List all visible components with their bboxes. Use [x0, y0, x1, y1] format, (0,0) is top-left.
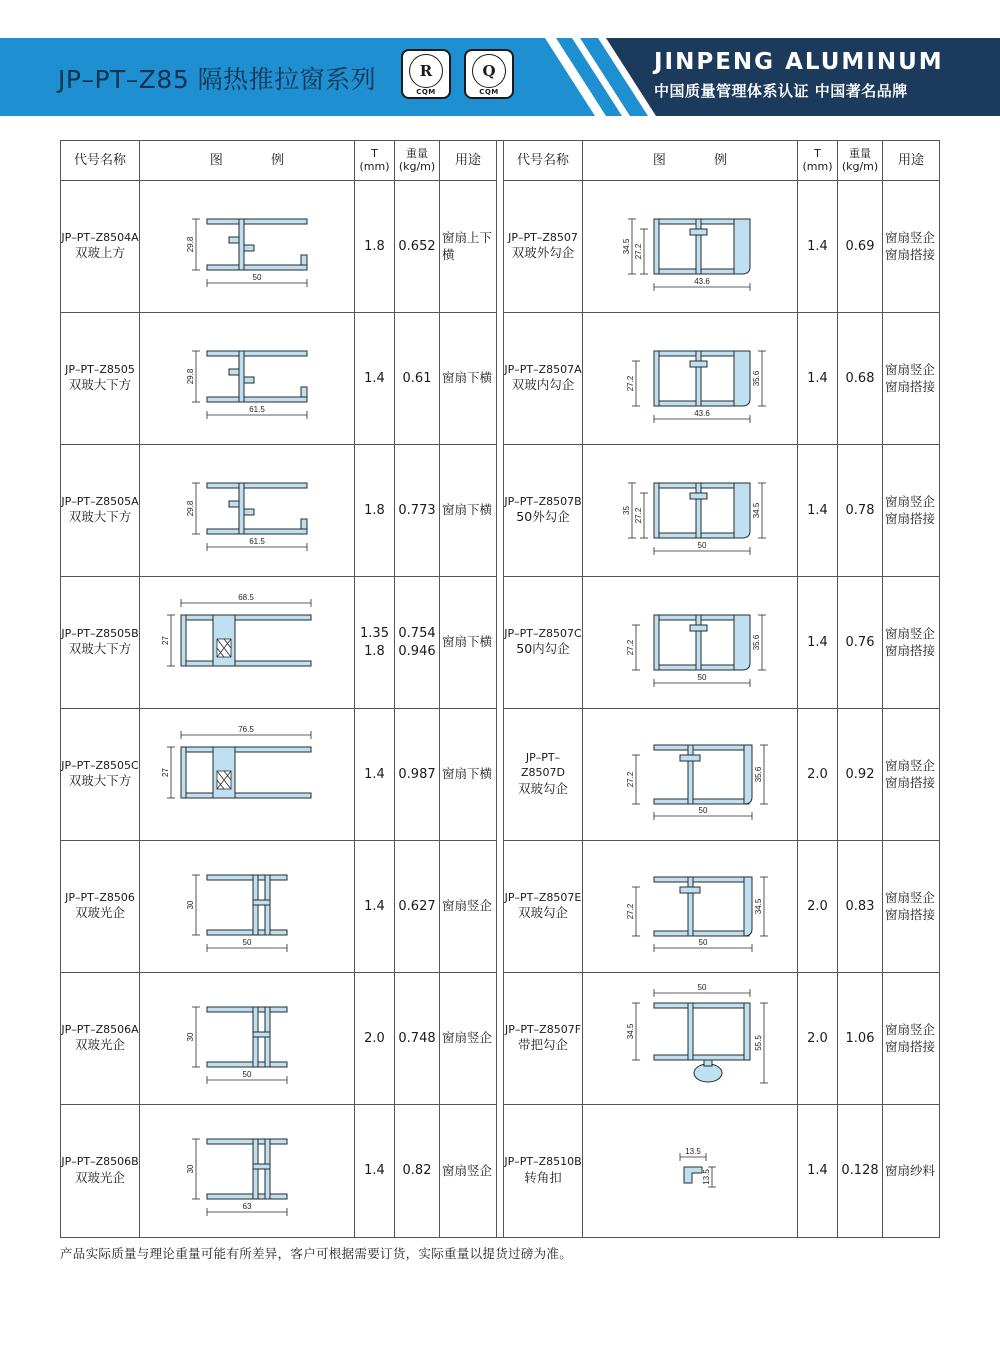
header-weight-unit: (kg/m) — [841, 159, 879, 173]
thickness-cell — [355, 1105, 395, 1237]
table-row — [61, 445, 496, 577]
thickness-value: 2.0 — [364, 1030, 385, 1046]
usage-text: 窗扇下横 — [442, 502, 493, 518]
table-row — [504, 577, 939, 709]
product-code-cell — [504, 313, 583, 444]
profile-catalog-table — [60, 140, 940, 1238]
weight-cell — [395, 181, 440, 312]
weight-value: 0.128 — [841, 1163, 879, 1179]
profile-figure-cell — [140, 973, 355, 1104]
dimension-label: 35.6 — [753, 766, 763, 782]
header-thickness-unit: (mm) — [802, 159, 833, 173]
thickness-cell — [355, 445, 395, 576]
product-name: 双玻光企 — [74, 905, 125, 921]
header-figure: 图 例 — [583, 141, 798, 180]
catalog-column-left — [61, 141, 496, 1237]
thickness-cell — [798, 577, 838, 708]
dimension-label: 34.5 — [753, 898, 763, 914]
header-usage: 用途 — [897, 152, 924, 168]
dimension-label: 30 — [185, 900, 195, 909]
dimension-label: 50 — [252, 272, 261, 282]
dimension-label: 30 — [185, 1164, 195, 1174]
product-code: JP–PT–Z8505A — [61, 494, 139, 508]
product-code: JP–PT–Z8507B — [504, 494, 582, 508]
weight-cell — [395, 313, 440, 444]
usage-text: 窗扇竖企 — [442, 898, 493, 914]
product-code-cell — [61, 709, 140, 840]
thickness-cell — [355, 313, 395, 444]
product-name: 双玻上方 — [74, 245, 125, 261]
header-usage: 用途 — [454, 152, 481, 168]
product-name: 50外勾企 — [516, 509, 570, 525]
dimension-label: 27.2 — [625, 771, 635, 787]
dimension-label: 76.5 — [237, 724, 254, 734]
profile-drawing — [141, 449, 354, 573]
profile-figure-cell — [140, 577, 355, 708]
weight-cell — [395, 709, 440, 840]
series-title: JP–PT–Z85 隔热推拉窗系列 — [58, 65, 377, 94]
product-name: 双玻大下方 — [68, 641, 132, 657]
weight-value: 0.987 — [398, 766, 436, 782]
dimension-label: 27.2 — [625, 903, 635, 919]
thickness-cell — [798, 445, 838, 576]
catalog-column-right — [504, 141, 939, 1237]
dimension-label: 55.5 — [753, 1034, 763, 1051]
product-code: JP–PT–Z8507 — [508, 230, 578, 244]
product-code-cell — [61, 1105, 140, 1237]
cqm-r-seal — [401, 49, 451, 99]
dimension-label: 63 — [242, 1202, 251, 1211]
thickness-value: 1.4 — [807, 238, 828, 254]
weight-value: 0.68 — [845, 370, 875, 386]
thickness-value: 2.0 — [807, 1030, 828, 1046]
table-row — [61, 1105, 496, 1237]
weight-cell — [838, 709, 883, 840]
product-code-cell — [61, 313, 140, 444]
product-code-cell — [61, 841, 140, 972]
weight-value: 0.92 — [845, 766, 875, 782]
thickness-cell — [355, 709, 395, 840]
thickness-value: 1.4 — [807, 502, 828, 518]
header-thickness-unit: (mm) — [359, 159, 390, 173]
product-name: 双玻大下方 — [68, 377, 132, 393]
weight-cell — [838, 841, 883, 972]
profile-figure-cell — [583, 709, 798, 840]
header-code-name: 代号名称 — [504, 141, 583, 180]
cqm-q-seal — [464, 49, 514, 99]
table-row — [61, 181, 496, 313]
weight-value: 0.82 — [402, 1163, 432, 1179]
weight-value: 0.754 — [398, 625, 436, 641]
profile-figure-cell — [140, 709, 355, 840]
product-code-cell — [504, 445, 583, 576]
table-row — [504, 709, 939, 841]
thickness-value: 1.4 — [807, 370, 828, 386]
usage-text: 窗扇竖企窗扇搭接 — [885, 757, 936, 790]
header-weight-label: 重量 — [405, 146, 428, 160]
profile-drawing — [141, 317, 354, 441]
profile-drawing — [141, 185, 354, 309]
product-code-cell — [504, 181, 583, 312]
dimension-label: 27 — [160, 635, 170, 645]
dimension-label: 27.2 — [633, 243, 643, 259]
profile-figure-cell — [140, 313, 355, 444]
thickness-cell — [355, 841, 395, 972]
product-code-cell — [504, 841, 583, 972]
usage-text: 窗扇竖企 — [442, 1162, 493, 1178]
product-code: JP–PT–Z8505 — [65, 362, 135, 376]
product-name: 双玻光企 — [74, 1169, 125, 1185]
product-code: JP–PT–Z8505C — [61, 758, 139, 772]
weight-cell — [838, 313, 883, 444]
profile-drawing — [584, 185, 797, 309]
thickness-cell — [798, 841, 838, 972]
profile-figure-cell — [583, 313, 798, 444]
product-name: 转角扣 — [524, 1169, 562, 1185]
dimension-label: 34.5 — [625, 1023, 635, 1039]
thickness-value: 2.0 — [807, 898, 828, 914]
usage-text: 窗扇上下横 — [442, 229, 493, 262]
thickness-value: 1.4 — [364, 1163, 385, 1179]
weight-value: 0.69 — [845, 238, 875, 254]
dimension-label: 35.6 — [751, 370, 761, 386]
table-row — [504, 841, 939, 973]
header-weight-unit: (kg/m) — [398, 159, 436, 173]
profile-figure-cell — [583, 841, 798, 972]
profile-drawing — [141, 845, 354, 969]
table-row — [504, 313, 939, 445]
product-code-cell — [61, 577, 140, 708]
weight-cell — [838, 577, 883, 708]
profile-drawing — [584, 449, 797, 573]
dimension-label: 35.6 — [751, 634, 761, 650]
product-name: 双玻大下方 — [68, 509, 132, 525]
weight-value: 0.61 — [402, 370, 432, 386]
thickness-value: 1.35 — [360, 625, 389, 641]
header-weight — [838, 141, 883, 180]
dimension-label: 27.2 — [625, 375, 635, 391]
usage-text: 窗扇下横 — [442, 766, 493, 782]
dimension-label: 27.2 — [625, 639, 635, 655]
thickness-cell — [798, 709, 838, 840]
header-thickness-symbol: T — [371, 146, 378, 160]
dimension-label: 50 — [697, 982, 706, 992]
table-row — [504, 1105, 939, 1237]
product-code: JP–PT–Z8506 — [65, 890, 135, 904]
table-row — [61, 577, 496, 709]
table-row — [61, 841, 496, 973]
product-code-cell — [61, 181, 140, 312]
weight-value: 0.946 — [398, 643, 436, 659]
seal-q-label: CQM — [479, 88, 499, 96]
weight-cell — [395, 841, 440, 972]
product-code: JP–PT–Z8506A — [61, 1022, 139, 1036]
thickness-cell — [798, 181, 838, 312]
product-code-cell — [504, 709, 583, 840]
usage-text: 窗扇竖企窗扇搭接 — [885, 493, 936, 526]
profile-drawing — [141, 713, 354, 837]
dimension-label: 50 — [242, 1069, 251, 1079]
table-row — [61, 313, 496, 445]
usage-text: 窗扇竖企窗扇搭接 — [885, 625, 936, 658]
dimension-label: 50 — [242, 937, 251, 947]
profile-figure-cell — [140, 181, 355, 312]
product-code-cell — [61, 445, 140, 576]
header-weight — [395, 141, 440, 180]
product-name: 双玻勾企 — [517, 780, 568, 796]
weight-value: 0.627 — [398, 898, 436, 914]
dimension-label: 43.6 — [693, 408, 710, 418]
profile-figure-cell — [583, 1105, 798, 1237]
table-row — [504, 445, 939, 577]
thickness-value: 1.4 — [364, 766, 385, 782]
header-weight-label: 重量 — [848, 146, 871, 160]
profile-drawing — [584, 713, 797, 837]
thickness-value: 2.0 — [807, 766, 828, 782]
thickness-cell — [355, 181, 395, 312]
seal-r-label: CQM — [416, 88, 436, 96]
product-code: JP–PT–Z8507E — [504, 890, 582, 904]
product-code: JP–PT–Z8506B — [61, 1155, 139, 1169]
profile-figure-cell — [140, 841, 355, 972]
product-code: JP–PT–Z8507C — [504, 626, 582, 640]
header-figure: 图 例 — [140, 141, 355, 180]
header-thickness-symbol: T — [814, 146, 821, 160]
product-name: 带把勾企 — [517, 1037, 568, 1053]
product-code: JP–PT–Z8505B — [61, 626, 139, 640]
table-header — [61, 141, 496, 181]
profile-figure-cell — [140, 445, 355, 576]
thickness-value: 1.4 — [807, 1163, 828, 1179]
profile-figure-cell — [583, 577, 798, 708]
product-name: 双玻大下方 — [68, 773, 132, 789]
profile-figure-cell — [583, 445, 798, 576]
thickness-value: 1.8 — [364, 643, 385, 659]
dimension-label: 34.5 — [751, 502, 761, 518]
usage-text: 窗扇竖企窗扇搭接 — [885, 229, 936, 262]
product-code-cell — [61, 973, 140, 1104]
product-name: 50内勾企 — [516, 641, 570, 657]
dimension-label: 13.5 — [701, 1169, 711, 1185]
weight-cell — [395, 445, 440, 576]
dimension-label: 30 — [185, 1032, 195, 1041]
dimension-label: 27 — [160, 767, 170, 777]
table-row — [61, 973, 496, 1105]
profile-figure-cell — [583, 973, 798, 1104]
dimension-label: 61.5 — [248, 536, 265, 546]
weight-disclaimer: 产品实际质量与理论重量可能有所差异，客户可根据需要订货，实际重量以提货过磅为准。 — [60, 1246, 573, 1261]
thickness-value: 1.4 — [364, 370, 385, 386]
weight-cell — [395, 1105, 440, 1237]
dimension-label: 43.6 — [693, 276, 710, 286]
dimension-label: 35 — [621, 505, 631, 515]
profile-drawing — [141, 581, 354, 705]
usage-text: 窗扇竖企窗扇搭接 — [885, 361, 936, 394]
table-row — [61, 709, 496, 841]
thickness-value: 1.4 — [364, 898, 385, 914]
brand-slogan-chinese: 中国质量管理体系认证 中国著名品牌 — [654, 82, 908, 100]
weight-value: 0.76 — [845, 634, 875, 650]
product-code: JP–PT–Z8510B — [504, 1155, 582, 1169]
dimension-label: 29.8 — [185, 500, 195, 516]
weight-value: 0.83 — [845, 898, 875, 914]
weight-cell — [395, 973, 440, 1104]
weight-cell — [838, 973, 883, 1104]
thickness-value: 1.8 — [364, 502, 385, 518]
usage-text: 窗扇纱料 — [885, 1162, 936, 1178]
product-code: JP–PT–Z8504A — [61, 230, 139, 244]
weight-value: 0.748 — [398, 1030, 436, 1046]
dimension-label: 29.8 — [185, 236, 195, 252]
table-row — [504, 181, 939, 313]
weight-cell — [838, 181, 883, 312]
product-name: 双玻外勾企 — [511, 245, 575, 261]
usage-text: 窗扇下横 — [442, 370, 493, 386]
product-name: 双玻光企 — [74, 1037, 125, 1053]
thickness-value: 1.4 — [807, 634, 828, 650]
dimension-label: 50 — [697, 672, 706, 682]
dimension-label: 50 — [697, 540, 706, 550]
product-code: JP–PT–Z8507A — [504, 362, 582, 376]
weight-cell — [838, 445, 883, 576]
usage-text: 窗扇竖企 — [442, 1030, 493, 1046]
profile-drawing — [141, 1109, 354, 1233]
header-thickness — [355, 141, 395, 180]
thickness-cell — [355, 973, 395, 1104]
dimension-label: 27.2 — [633, 507, 643, 523]
dimension-label: 29.8 — [185, 368, 195, 384]
usage-text: 窗扇下横 — [442, 634, 493, 650]
weight-value: 0.652 — [398, 238, 436, 254]
profile-drawing — [584, 1109, 797, 1233]
profile-figure-cell — [583, 181, 798, 312]
profile-drawing — [584, 317, 797, 441]
thickness-cell — [798, 973, 838, 1104]
dimension-label: 50 — [698, 937, 707, 947]
usage-text: 窗扇竖企窗扇搭接 — [885, 889, 936, 922]
table-row — [504, 973, 939, 1105]
thickness-cell — [798, 1105, 838, 1237]
product-code: JP–PT–Z8507D — [521, 751, 565, 780]
profile-drawing — [584, 977, 797, 1101]
weight-cell — [395, 577, 440, 708]
dimension-label: 13.5 — [684, 1147, 701, 1156]
product-code: JP–PT–Z8507F — [504, 1022, 582, 1036]
product-code-cell — [504, 577, 583, 708]
thickness-cell — [355, 577, 395, 708]
seal-q-glyph: Q — [472, 54, 506, 88]
thickness-cell — [798, 313, 838, 444]
dimension-label: 61.5 — [248, 404, 265, 414]
header-code-name: 代号名称 — [61, 141, 140, 180]
seal-r-glyph: R — [409, 54, 443, 88]
dimension-label: 68.5 — [237, 592, 254, 602]
column-separator — [496, 141, 504, 1237]
product-name: 双玻内勾企 — [511, 377, 575, 393]
dimension-label: 34.5 — [621, 238, 631, 254]
profile-figure-cell — [140, 1105, 355, 1237]
thickness-value: 1.8 — [364, 238, 385, 254]
weight-value: 0.78 — [845, 502, 875, 518]
product-name: 双玻勾企 — [517, 905, 568, 921]
table-header — [504, 141, 939, 181]
dimension-label: 50 — [698, 805, 707, 815]
weight-value: 0.773 — [398, 502, 436, 518]
usage-text: 窗扇竖企窗扇搭接 — [885, 1021, 936, 1054]
profile-drawing — [584, 581, 797, 705]
header-thickness — [798, 141, 838, 180]
profile-drawing — [584, 845, 797, 969]
product-code-cell — [504, 1105, 583, 1237]
weight-cell — [838, 1105, 883, 1237]
product-code-cell — [504, 973, 583, 1104]
weight-value: 1.06 — [845, 1030, 875, 1046]
profile-drawing — [141, 977, 354, 1101]
brand-name-english: JINPENG ALUMINUM — [654, 49, 944, 75]
